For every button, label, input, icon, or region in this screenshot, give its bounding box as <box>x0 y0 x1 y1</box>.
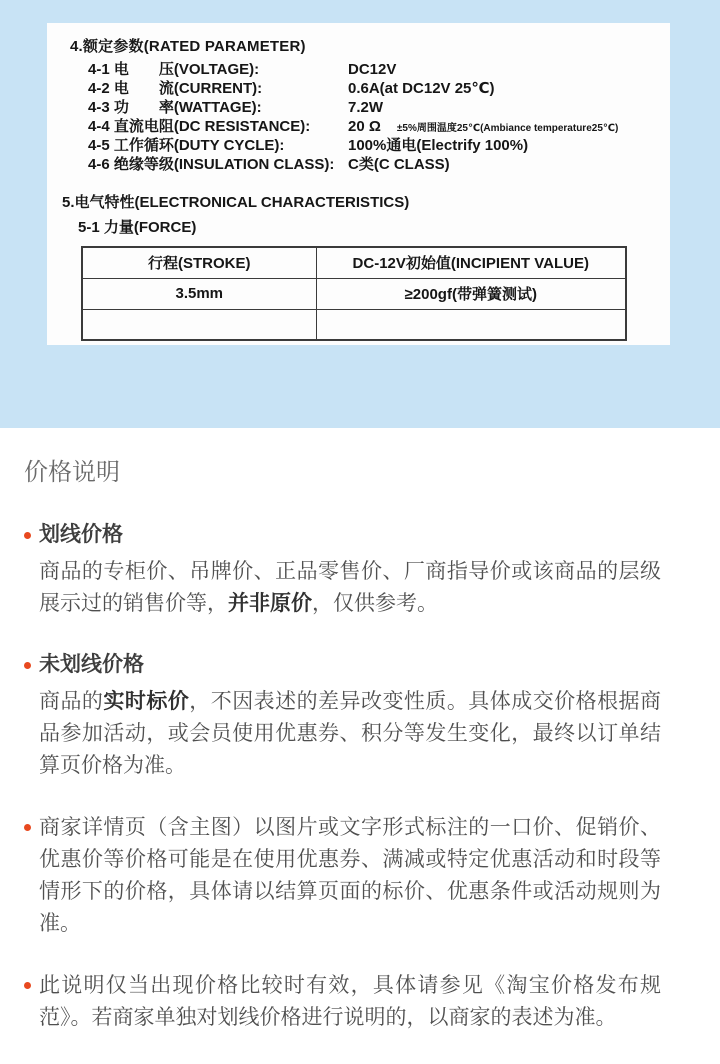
incipient-value: ≥200gf(带弹簧测试) <box>316 278 626 309</box>
price-explanation-title: 价格说明 <box>24 459 120 486</box>
bullet-icon <box>24 824 31 831</box>
spec-label: 4-4 直流电阻(DC RESISTANCE): <box>88 118 311 135</box>
paragraph-text: ，不因表述的差异改变性质。具体成交价格根据商品参加活动，或会员使用优惠券、积分等发生变化，最终以订单结算页价格为准。 <box>39 690 662 777</box>
stroke-header: 行程(STROKE) <box>82 247 316 278</box>
paragraph-bold-text: 并非原价 <box>228 592 312 615</box>
spec-label: 4-6 绝缘等级(INSULATION CLASS): <box>88 156 335 173</box>
spec-value: 7.2W <box>348 99 384 116</box>
spec-value: DC12V <box>348 61 397 78</box>
empty-cell <box>82 309 316 340</box>
force-table-empty-row <box>82 309 626 340</box>
force-subtitle: 5-1 力量(FORCE) <box>78 219 197 236</box>
list-item-price-comparison-note <box>24 970 680 1034</box>
spec-row-insulation-class <box>88 155 670 174</box>
bullet-icon <box>24 662 31 669</box>
paragraph-text: 商品的专柜价、吊牌价、正品零售价、厂商指导价或该商品的层级展示过的销售价等， <box>39 560 661 615</box>
spec-row-dc-resistance <box>88 117 670 136</box>
spec-label: 4-3 功 率(WATTAGE): <box>88 99 262 116</box>
spec-row-wattage <box>88 98 670 117</box>
list-item-merchant-detail-page <box>24 812 680 940</box>
electrical-characteristics-title: 5.电气特性(ELECTRONICAL CHARACTERISTICS) <box>62 194 410 211</box>
spec-label: 4-2 电 流(CURRENT): <box>88 80 263 97</box>
force-table-header-row <box>82 247 626 278</box>
paragraph-text: ，仅供参考。 <box>312 592 438 615</box>
spec-value: 0.6A(at DC12V 25℃) <box>348 80 495 97</box>
spec-datasheet-card <box>47 23 670 345</box>
stroke-value: 3.5mm <box>82 278 316 309</box>
item-paragraph: 此说明仅当出现价格比较时有效，具体请参见《淘宝价格发布规范》。若商家单独对划线价格进行说明的，以商家的表述为准。 <box>39 974 661 1029</box>
spec-label: 4-5 工作循环(DUTY CYCLE): <box>88 137 285 154</box>
spec-value: C类(C CLASS) <box>348 156 450 173</box>
list-item-non-strikethrough-price <box>24 650 680 782</box>
item-paragraph: 商家详情页（含主图）以图片或文字形式标注的一口价、促销价、优惠价等价格可能是在使用优惠券、满减或特定优惠活动和时段等情形下的价格，具体请以结算页面的标价、优惠条件或活动规则为准。 <box>39 816 661 935</box>
bullet-icon <box>24 982 31 989</box>
price-explanation-section <box>0 428 720 1064</box>
spec-label: 4-1 电 压(VOLTAGE): <box>88 61 260 78</box>
rated-parameter-rows <box>88 60 670 174</box>
hero-blue-background <box>0 0 720 428</box>
force-table-data-row <box>82 278 626 309</box>
list-item-strikethrough-price <box>24 520 680 620</box>
bullet-icon <box>24 532 31 539</box>
empty-cell <box>316 309 626 340</box>
rated-parameter-title: 4.额定参数(RATED PARAMETER) <box>70 38 306 55</box>
paragraph-text: 商品的 <box>39 690 104 713</box>
spec-value: 20 Ω <box>348 118 381 135</box>
item-heading: 未划线价格 <box>39 653 144 676</box>
item-paragraph <box>39 556 661 620</box>
spec-row-voltage <box>88 60 670 79</box>
spec-row-current <box>88 79 670 98</box>
paragraph-bold-text: 实时标价 <box>103 690 190 713</box>
spec-row-duty-cycle <box>88 136 670 155</box>
spec-value: 100%通电(Electrify 100%) <box>348 137 529 154</box>
incipient-value-header: DC-12V初始值(INCIPIENT VALUE) <box>316 247 626 278</box>
force-table <box>81 246 627 341</box>
item-heading: 划线价格 <box>39 523 123 546</box>
spec-tolerance-note: ±5%周围温度25℃(Ambiance temperature25℃) <box>396 123 619 134</box>
item-paragraph <box>39 686 661 782</box>
